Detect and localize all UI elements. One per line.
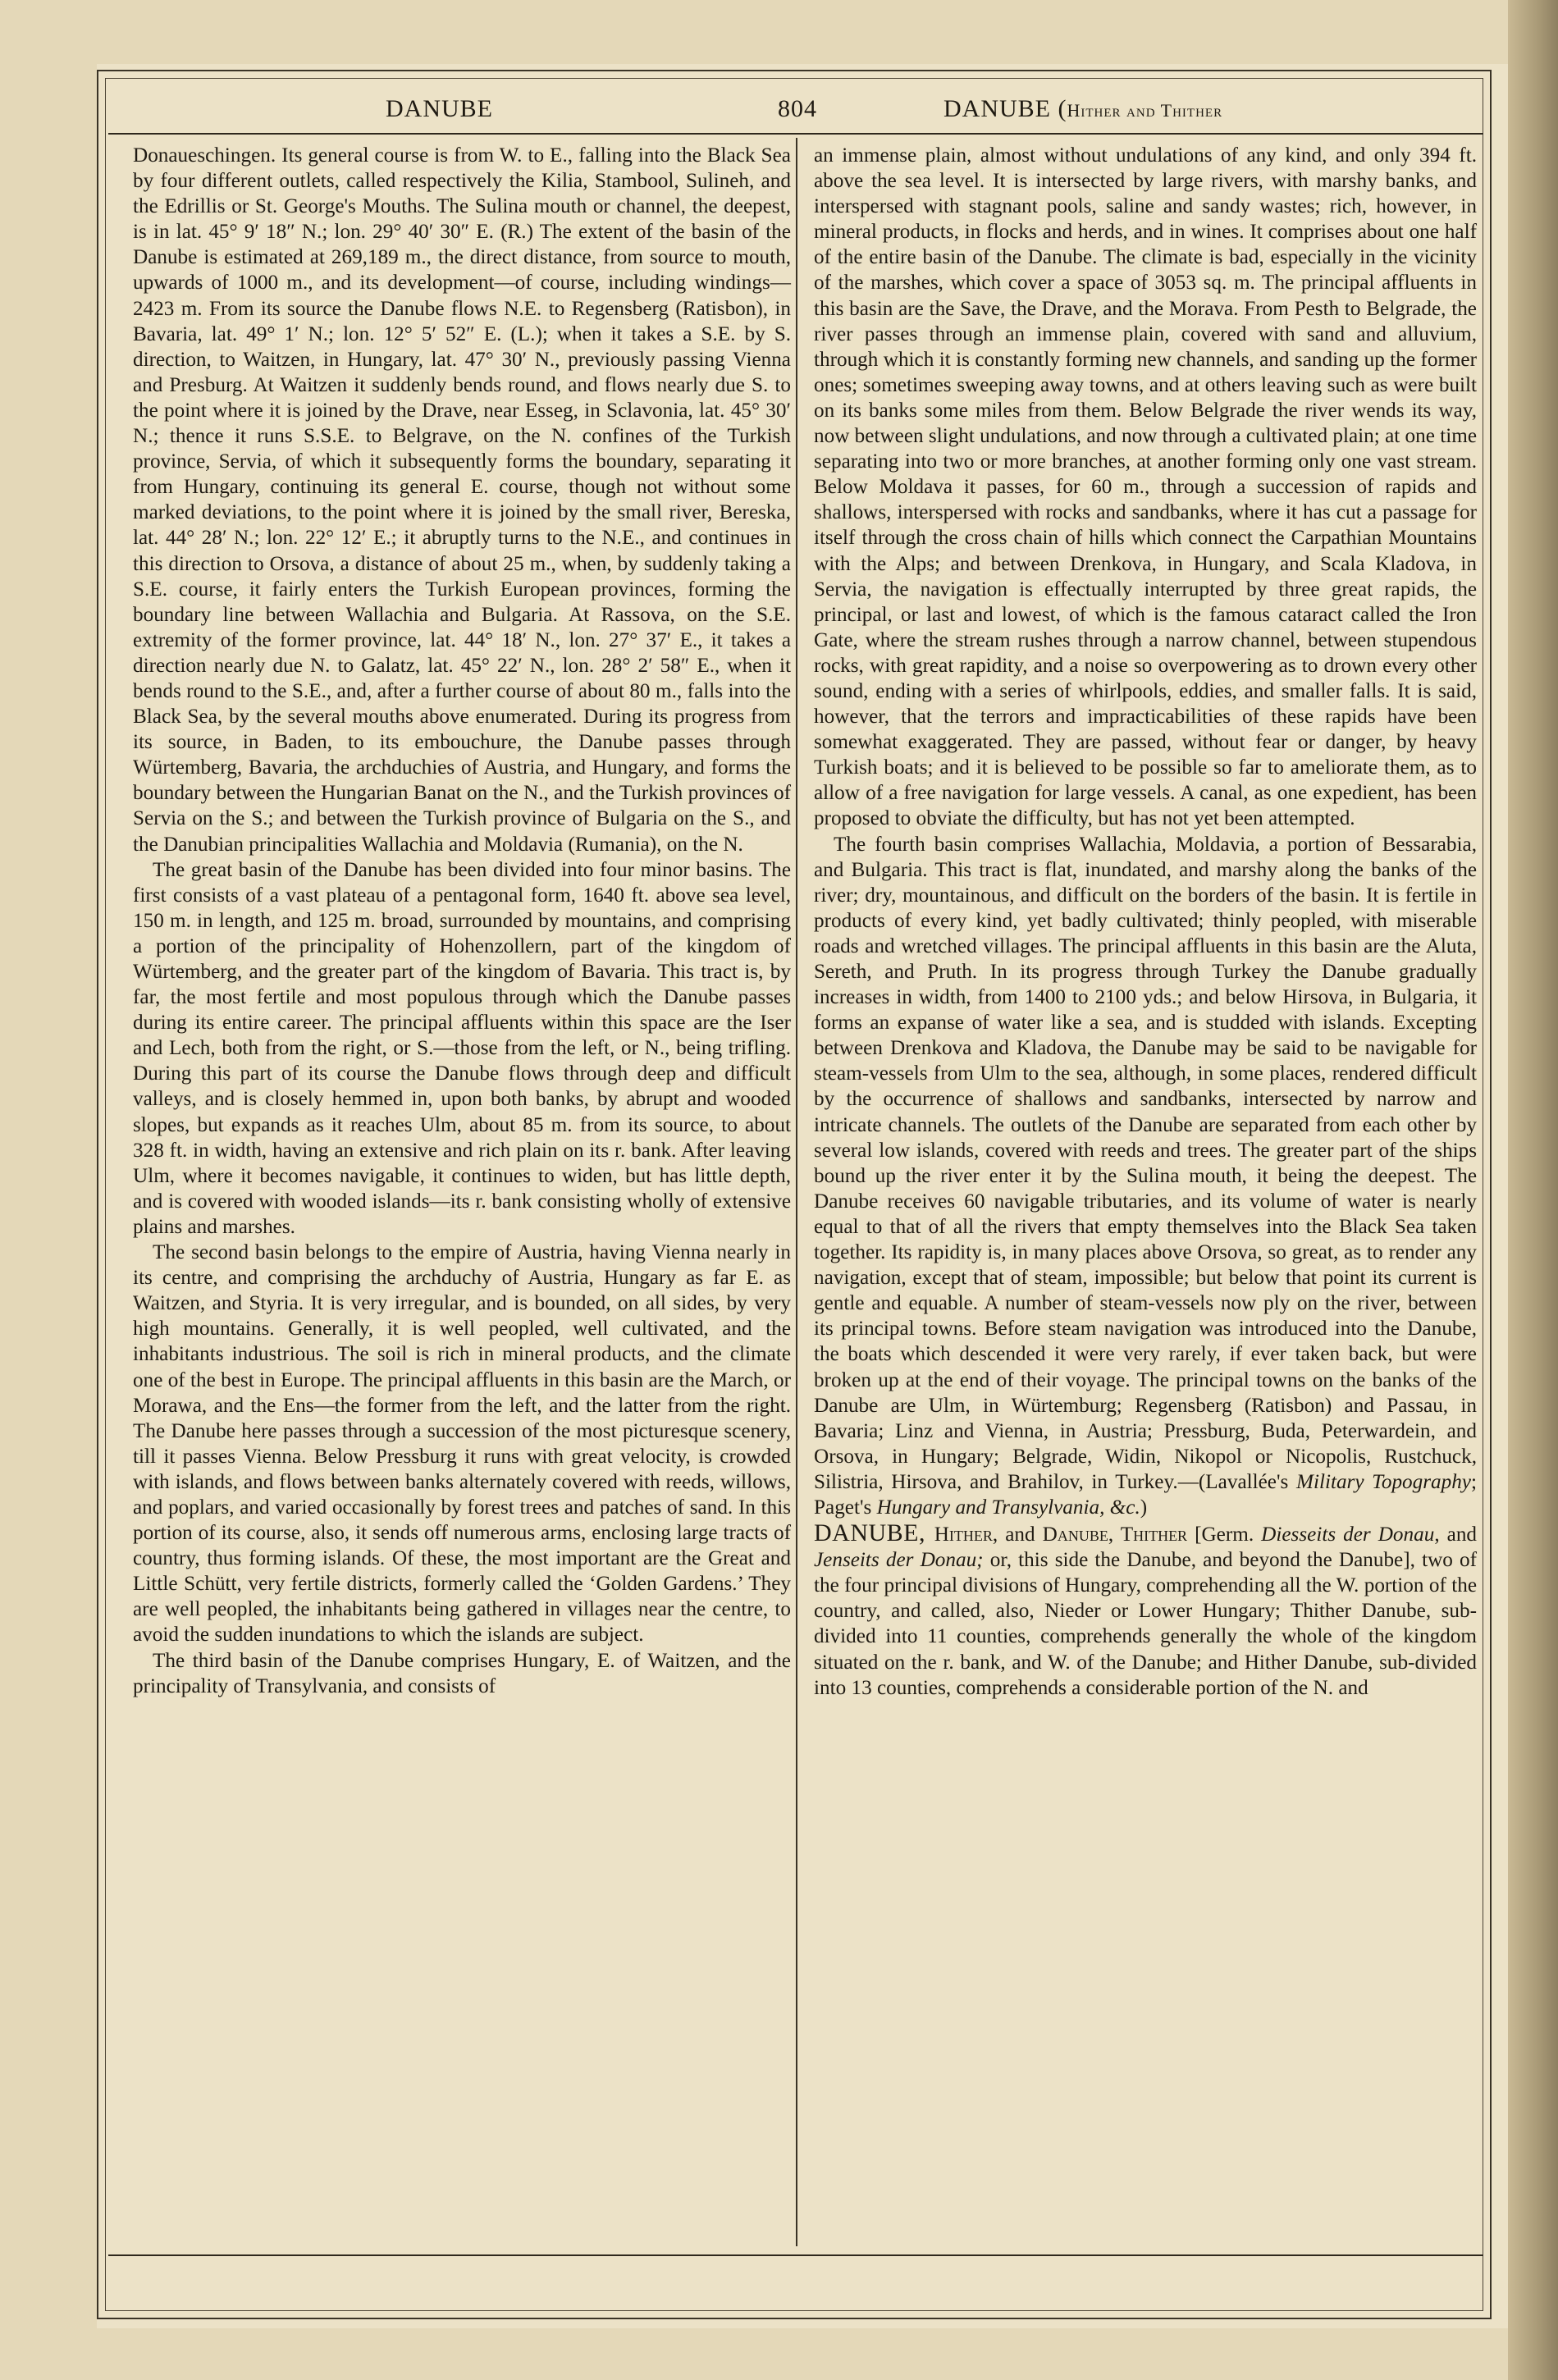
entry-and: , and [992, 1523, 1043, 1546]
entry-diesseits: Diesseits der Donau [1261, 1523, 1435, 1546]
header-right-smallcaps: Hither and Thither [1067, 100, 1223, 121]
right-paragraph-2-body: The fourth basin comprises Wallachia, Moldavia, a portion of Bessarabia, and Bulgaria. This tract is flat, inundated, and marshy along the banks of the river; dry, mountainous, and difficult on the borders of the basin. It is fertile in products of every kind, yet badly cultivated; thinly peopled, with miserable roads and wretched villages. The principal affluents in this basin are the Aluta, Sereth, and Pruth. In its progress through Turkey the Danube gradually increases in width, from 1400 to 2100 yds.; and below Hirsova, in Bulgaria, it forms an expanse of water like a sea, and is studded with islands. Excepting between Drenkova and Kladova, the Danube may be said to be navigable for steam-vessels from Ulm to the sea, although, in some places, rendered difficult by the occurrence of shallows and sandbanks, intersected by narrow and intricate channels. The outlets of the Danube are separated from each other by several low islands, covered with reeds and trees. The greater part of the ships bound up the river enter it by the Sulina mouth, it being the deepest. The Danube receives 60 navigable tributaries, and its volume of water is nearly equal to that of all the rivers that empty themselves into the Black Sea taken together. Its rapidity is, in many places above Orsova, so great, as to render any navigation, except that of steam, impossible; but below that point its current is gentle and equable. A number of steam-vessels now ply on the river, between its principal towns. Before steam navigation was introduced into the Danube, the boats which descended it were very rarely, if ever taken back, but were broken up at the end of their voyage. The principal towns on the banks of the Danube are Ulm, in Würtemburg; Regensberg (Ratisbon) and Passau, in Bavaria; Linz and Vienna, in Austria; Pressburg, Buda, Peterwardein, and Orsova, in Hungary; Belgrade, Widin, Nikopol or Nicopolis, Rustchuck, Silistria, Hirsova, and Brahilov, in Turkey.— [814, 833, 1477, 1493]
entry-thither: Danube, Thither [1042, 1523, 1188, 1546]
right-paragraph-1: an immense plain, almost without undulations of any kind, and only 394 ft. above the sea level. It is intersected by large rivers, with marshy banks, and interspersed with stagnant pools, saline and sandy wastes; rich, however, in mineral products, in flocks and herds, and in wines. It comprises about one half of the entire basin of the Danube. The climate is bad, especially in the vicinity of the marshes, which cover a space of 3053 sq. m. The principal affluents in this basin are the Save, the Drave, and the Morava. From Pesth to Belgrade, the river passes through an immense plain, covered with sand and alluvium, through which it is constantly forming new channels, and sanding up the former ones; sometimes sweeping away towns, and at others leaving such as were built on its banks some miles from them. Below Belgrade the river wends its way, now between slight undulations, and now through a cultivated plain; at one time separating into two or more branches, at another forming only one vast stream. Below Moldava it passes, for 60 m., through a succession of rapids and shallows, interspersed with rocks and sandbanks, where it has cut a passage for itself through the cross chain of hills which connect the Carpathian Mountains with the Alps; and between Drenkova, in Hungary, and Scala Kladova, in Servia, the navigation is effectually interrupted by three great rapids, the principal, or last and lowest, of which is the famous cataract called the Iron Gate, where the stream rushes through a narrow channel, between stupendous rocks, with great rapidity, and a noise so overpowering as to drown every other sound, ending with a series of whirlpools, eddies, and smaller falls. It is said, however, that the terrors and impracticabilities of these rapids have been somewhat exaggerated. They are passed, without fear or danger, by heavy Turkish boats; and it is believed to be possible so far to ameliorate them, as to allow of a free navigation for large vessels. A canal, as one expedient, has been proposed to obviate the difficulty, but has not yet been attempted. [814, 144, 1477, 830]
danube-hither-thither-entry [814, 1520, 1477, 1701]
page-number: 804 [778, 95, 817, 122]
column-rule [796, 138, 797, 2246]
citation-hungary-transylvania: Hungary and Transylvania, &c. [876, 1496, 1140, 1519]
header-left-title: DANUBE [386, 95, 493, 122]
right-column [814, 143, 1477, 1701]
citation-close: ) [1140, 1496, 1148, 1519]
header-rule [108, 133, 1483, 135]
footer-rule [108, 2254, 1483, 2256]
left-column [133, 143, 791, 1699]
running-header [121, 92, 1475, 128]
entry-jenseits: Jenseits der Donau; [814, 1549, 984, 1572]
left-paragraph-3: The second basin belongs to the empire of Austria, having Vienna nearly in its centre, and comprising the archduchy of Austria, Hungary as far E. as Waitzen, and Styria. It is very irregular, and is bounded, on all sides, by very high mountains. Generally, it is well peopled, well cultivated, and the inhabitants industrious. The soil is rich in mineral products, and the climate one of the best in Europe. The principal affluents in this basin are the March, or Morawa, and the Ens—the former from the left, and the latter from the right. The Danube here passes through a succession of the most picturesque scenery, till it passes Vienna. Below Pressburg it runs with great velocity, is crowded with islands, and flows between banks alternately covered with reeds, willows, and poplars, and varied occasionally by forest trees and patches of sand. In this portion of its course, also, it sends off numerous arms, enclosing large tracts of country, thus forming islands. Of these, the most important are the Great and Little Schütt, very fertile districts, formerly called the ‘Golden Gardens.’ They are well peopled, the inhabitants being gathered in villages near the centre, to avoid the sudden inundations to which the islands are subject. [133, 1241, 791, 1647]
entry-hither: Hither [934, 1523, 993, 1546]
citation-open: (Lavallée's [1198, 1470, 1296, 1493]
header-right-title [943, 95, 1222, 123]
entry-headword: DANUBE, [814, 1519, 934, 1547]
left-paragraph-2: The great basin of the Danube has been divided into four minor basins. The first consists of a vast plateau of a pentagonal form, 1640 ft. above sea level, 150 m. in length, and 125 m. broad, surrounded by mountains, and comprising a portion of the principality of Hohenzollern, part of the kingdom of Würtemberg, and the greater part of the kingdom of Bavaria. This tract is, by far, the most fertile and most populous through which the Danube passes during its entire career. The principal affluents within this space are the Iser and Lech, both from the right, or S.—those from the left, or N., being trifling. During this part of its course the Danube flows through deep and difficult valleys, and is closely hemmed in, upon both banks, by abrupt and wooded slopes, but expands as it reaches Ulm, about 85 m. from its source, to about 328 ft. in width, having an extensive and rich plain on its r. bank. After leaving Ulm, where it becomes navigable, it continues to widen, but has little depth, and is covered with wooded islands—its r. bank consisting wholly of extensive plains and marshes. [133, 858, 791, 1238]
right-paragraph-2 [814, 832, 1477, 1521]
entry-germ-mid: , and [1434, 1523, 1478, 1546]
citation-military-topography: Military Topography [1295, 1470, 1471, 1493]
entry-germ-pre: [Germ. [1187, 1523, 1262, 1546]
left-paragraph-1: Donaueschingen. Its general course is from W. to E., falling into the Black Sea by four different outlets, called respectively the Kilia, Stambool, Sulineh, and the Edrillis or St. George's Mouths. The Sulina mouth or channel, the deepest, is in lat. 45° 9′ 18″ N.; lon. 29° 40′ 30″ E. (R.) The extent of the basin of the Danube is estimated at 269,189 m., the direct distance, from source to mouth, upwards of 1000 m., and its development—of course, including windings—2423 m. From its source the Danube flows N.E. to Regensberg (Ratisbon), in Bavaria, lat. 49° 1′ N.; lon. 12° 5′ 52″ E. (L.); when it takes a S.E. by S. direction, to Waitzen, in Hungary, lat. 47° 30′ N., previously passing Vienna and Presburg. At Waitzen it suddenly bends round, and flows nearly due S. to the point where it is joined by the Drave, near Esseg, in Sclavonia, lat. 45° 30′ N.; thence it runs S.S.E. to Belgrave, on the N. confines of the Turkish province, Servia, of which it subsequently forms the boundary, separating it from Hungary, continuing its general E. course, though not without some marked deviations, to the point where it is joined by the small river, Bereska, lat. 44° 28′ N.; lon. 22° 12′ E.; it abruptly turns to the N.E., and continues in this direction to Orsova, a distance of about 25 m., when, by suddenly taking a S.E. course, it fairly enters the Turkish European provinces, forming the boundary line between Wallachia and Bulgaria. At Rassova, on the S.E. extremity of the former province, lat. 44° 18′ N., lon. 27° 37′ E., it takes a direction nearly due N. to Galatz, lat. 45° 22′ N., lon. 28° 2′ 58″ E., when it bends round to the S.E., and, after a further course of about 80 m., falls into the Black Sea, by the several mouths above enumerated. During its progress from its source, in Baden, to its embouchure, the Danube passes through Würtemberg, Bavaria, the archduchies of Austria, and Hungary, and forms the boundary between the Hungarian Banat on the N., and the Turkish provinces of Servia on the S.; and between the Turkish province of Bulgaria on the S., and the Danubian principalities Wallachia and Moldavia (Rumania), on the N. [133, 144, 791, 856]
book-page-edge [1508, 0, 1558, 2380]
header-right-main: DANUBE ( [943, 95, 1067, 122]
entry-rest: or, this side the Danube, and beyond the Danube], two of the four principal divisions of Hungary, comprehending all the W. portion of the country, and called, also, Nieder or Lower Hungary; Thither Danube, sub-divided into 11 counties, comprehends generally the whole of the kingdom situated on the r. bank, and W. of the Danube; and Hither Danube, sub-divided into 13 counties, comprehends a considerable portion of the N. and [814, 1549, 1477, 1699]
left-paragraph-4: The third basin of the Danube comprises Hungary, E. of Waitzen, and the principality of Transylvania, and consists of [133, 1649, 791, 1697]
citation-sep: ; Paget's [814, 1470, 1477, 1519]
